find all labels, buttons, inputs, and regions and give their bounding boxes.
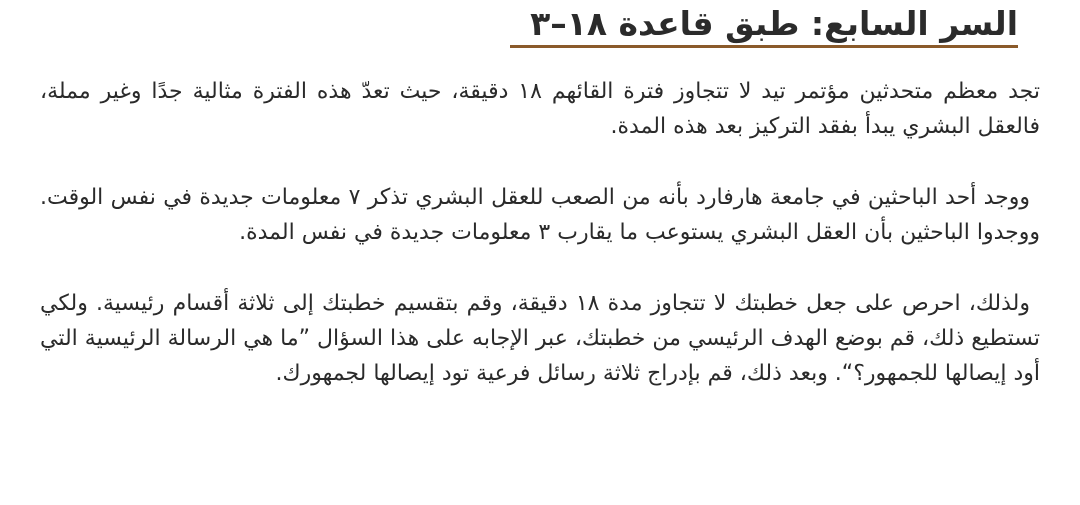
body-text [40,74,1040,431]
title-block [498,2,1018,46]
title-underline [510,45,1018,48]
page-title: السر السابع: طبق قاعدة ١٨–٣ [530,4,1018,43]
paragraph-3: ولذلك، احرص على جعل خطبتك لا تتجاوز مدة ١٨ دقيقة، وقم بتقسيم خطبتك إلى ثلاثة أقسام رئيسية. ولكي تستطيع ذلك، قم بوضع الهدف الرئيسي من خطبتك، عبر الإجابه على هذا السؤال ”ما هي الرسالة الرئيسية التي أود إيصالها للجمهور؟“. وبعد ذلك، قم بإدراج ثلاثة رسائل فرعية تود إيصالها لجمهورك. [40,291,1040,386]
paragraph-2: ووجد أحد الباحثين في جامعة هارفارد بأنه من الصعب للعقل البشري تذكر ٧ معلومات جديدة في نفس الوقت. ووجدوا الباحثين بأن العقل البشري يستوعب ما يقارب ٣ معلومات جديدة في نفس المدة. [40,185,1040,245]
paragraph-1: تجد معظم متحدثين مؤتمر تيد لا تتجاوز فترة القائهم ١٨ دقيقة، حيث تعدّ هذه الفترة مثالية جدًا وغير مملة، فالعقل البشري يبدأ بفقد التركيز بعد هذه المدة. [40,79,1040,139]
